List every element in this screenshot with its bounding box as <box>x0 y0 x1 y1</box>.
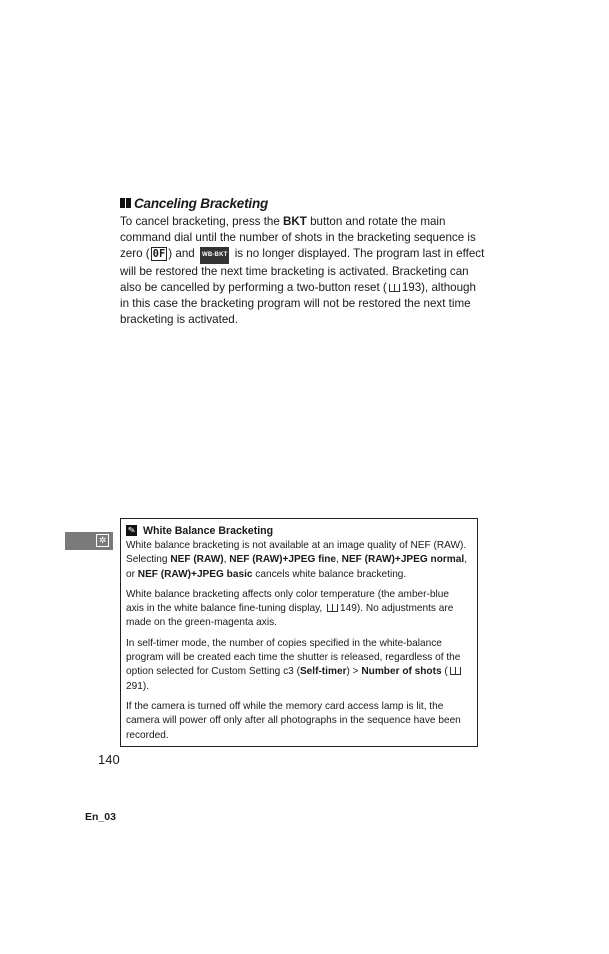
wb-bkt-indicator-icon: WB-BKT <box>200 247 230 265</box>
pencil-note-icon: ✎ <box>126 524 136 536</box>
note-bold-term: NEF (RAW)+JPEG normal <box>341 554 465 566</box>
white-balance-bracketing-note <box>120 518 478 747</box>
note-text-run: ). No adjustments are made on the green-magenta axis. <box>126 603 454 629</box>
note-text-run: , or <box>126 554 468 580</box>
page-reference-icon <box>450 667 461 675</box>
page-reference: 193 <box>401 281 422 295</box>
lcd-off-glyph: 0F <box>152 247 166 260</box>
body-text-run: ) and <box>168 246 198 260</box>
note-title-text: White Balance Bracketing <box>143 524 274 537</box>
canceling-bracketing-section <box>120 195 485 328</box>
page-reference: 291 <box>126 680 143 692</box>
note-text-run: In self-timer mode, the number of copies specified in the white-balance program will be created each time the shutter is released, regardless of the option selected for Custom Setting c3 ( <box>126 637 461 678</box>
note-text-run: White balance bracketing is not available at an image quality of NEF (RAW). Selecting <box>126 540 467 566</box>
note-paragraph-3 <box>126 637 469 694</box>
body-text-run: ), although in this case the bracketing program will not be restored the next time bracketing is activated. <box>120 281 476 326</box>
note-paragraph-4: If the camera is turned off while the memory card access lamp is lit, the camera will power off only after all photographs in the sequence have been recorded. <box>126 700 461 741</box>
note-paragraph-2 <box>126 588 469 631</box>
camera-settings-icon: ✲ <box>96 534 109 547</box>
note-bold-term: Self-timer <box>299 666 347 678</box>
bkt-button-label: BKT <box>283 215 307 228</box>
section-title: Canceling Bracketing <box>134 195 269 211</box>
body-text-run: button and rotate the main command dial until the number of shots in the bracketing sequence is zero ( <box>120 215 476 260</box>
note-text-run: White balance bracketing affects only color temperature (the amber-blue axis in the white balance fine-tuning display, <box>126 588 449 615</box>
note-text-run: , <box>223 554 230 566</box>
page-number: 140 <box>98 752 120 767</box>
footer-code: En_03 <box>85 811 116 823</box>
section-heading <box>120 195 485 211</box>
note-text-run: cancels white balance bracketing. <box>252 568 407 580</box>
note-text-run: ( <box>441 666 448 678</box>
section-body <box>120 214 485 328</box>
body-text-run: is no longer displayed. The program last in effect will be restored the next time bracketing is activated. Bracketing can also be cancelled by performing a two-button reset ( <box>120 246 485 295</box>
page-reference: 149 <box>340 603 357 615</box>
body-text-run: To cancel bracketing, press the <box>120 215 284 228</box>
section-marker-icon <box>120 198 131 208</box>
note-title <box>126 523 469 538</box>
page-reference-icon <box>389 284 400 292</box>
note-text-run: , <box>336 554 342 566</box>
note-bold-term: NEF (RAW)+JPEG fine <box>229 554 337 566</box>
note-bold-term: NEF (RAW)+JPEG basic <box>137 568 253 580</box>
note-text-run: ). <box>142 680 150 692</box>
page-reference-icon <box>327 604 338 612</box>
note-bold-term: Number of shots <box>361 666 442 678</box>
note-bold-term: NEF (RAW) <box>170 554 224 566</box>
chapter-side-tab <box>65 532 113 550</box>
note-paragraph-1 <box>126 539 469 582</box>
note-text-run: ) > <box>346 666 362 678</box>
